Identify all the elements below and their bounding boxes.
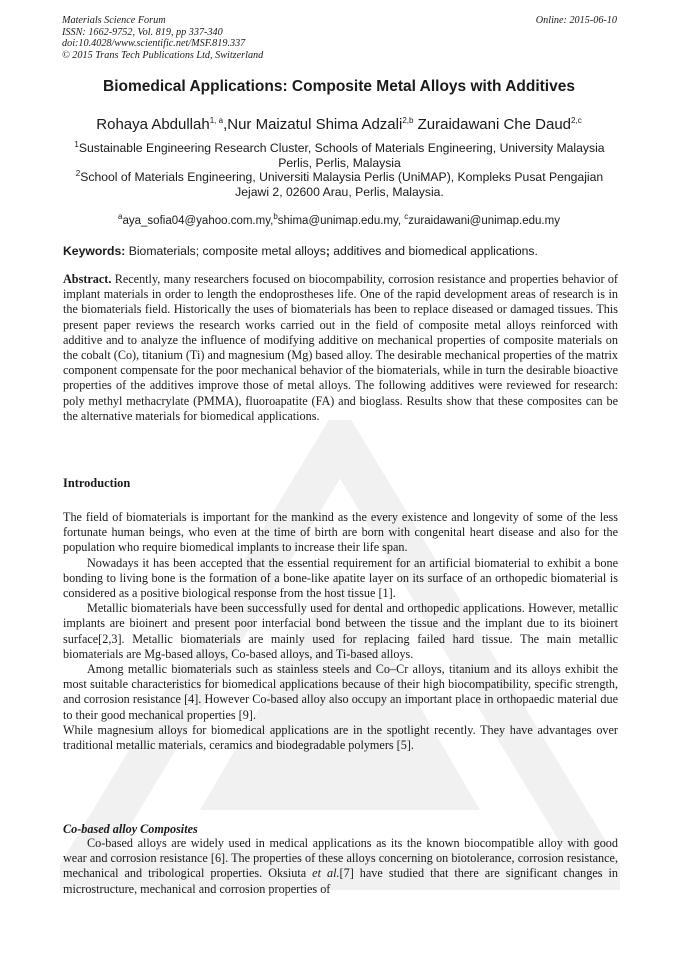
paragraph-text: [7] have studied that there are significant changes in microstructure, mechanical and corrosion properties of	[63, 866, 618, 896]
introduction-body	[63, 510, 618, 753]
keywords-text: Biomaterials; composite metal alloys	[125, 244, 326, 258]
issn-line: ISSN: 1662-9752, Vol. 819, pp 337-340	[62, 26, 223, 38]
author-sup: 1, a	[209, 116, 224, 125]
paragraph-text: Co-based alloys are widely used in medical applications as its the known biocompatible alloy with good wear and corrosion resistance [6]. The properties of these alloys concerning on biotolerance, corrosion resistance, mechanical and tribological properties. Oksiuta	[63, 836, 618, 881]
affiliation-1	[62, 141, 617, 170]
online-date: Online: 2015-06-10	[535, 15, 617, 26]
paragraph: Metallic biomaterials have been successfully used for dental and orthopedic applications. However, metallic implants are bioinert and present poor interfacial bond between the tissue and the implant due to its bioinert surface[2,3]. Metallic biomaterials are mainly used for replacing failed hard tissue. The main metallic biomaterials are Mg-based alloys, Co-based alloys, and Ti-based alloys.	[63, 601, 618, 661]
abstract-text: Recently, many researchers focused on biocompability, corrosion resistance and properties behavior of implant materials in order to length the endoprostheses life. One of the rapid development areas of research is in the biomaterials field. Historically the uses of biomaterials has been to replace diseased or damaged tissues. This present paper reviews the research works carried out in the field of composite metal alloys reinforced with additive and to analyze the influence of modifying additive on mechanical properties of composite materials on the cobalt (Co), titanium (Ti) and magnesium (Mg) based alloy. The desirable mechanical properties of the matrix component compensate for the poor mechanical behavior of the biomaterials, while in turn the desirable bioactive properties of the additives improve those of metal alloys. The following additives were reviewed for research: poly methyl methacrylate (PMMA), fluoroapatite (FA) and bioglass. Results show that these composites can be the alternative materials for biomedical applications.	[63, 272, 619, 423]
affiliation-text: Sustainable Engineering Research Cluster, Schools of Materials Engineering, University Malaysia Perlis, Perlis, Malaysia	[78, 141, 605, 170]
abstract	[63, 272, 618, 424]
keywords-label: Keywords:	[63, 244, 126, 258]
email-sup: c	[404, 212, 409, 222]
doi-line: doi:10.4028/www.scientific.net/MSF.819.337	[62, 38, 246, 50]
email-b[interactable]: shima@unimap.edu.my,	[277, 215, 405, 227]
affiliations	[62, 141, 617, 199]
affiliation-2	[62, 170, 617, 199]
author-sup: 2,b	[402, 116, 414, 125]
keywords	[63, 244, 618, 259]
author-name: ,Nur Maizatul Shima Adzali	[223, 116, 403, 133]
abstract-label: Abstract.	[63, 272, 112, 286]
email-c[interactable]: zuraidawani@unimap.edu.my	[408, 215, 560, 227]
email-a[interactable]: aya_sofia04@yahoo.com.my,	[122, 215, 274, 227]
author-name: Rohaya Abdullah	[96, 116, 210, 133]
email-sup: b	[273, 212, 278, 222]
paper-title: Biomedical Applications: Composite Metal Alloys with Additives	[103, 78, 575, 95]
paragraph: While magnesium alloys for biomedical applications are in the spotlight recently. They have advantages over traditional metallic materials, ceramics and biodegradable polymers [5].	[63, 722, 618, 753]
author-list	[40, 116, 638, 134]
paragraph: Nowadays it has been accepted that the essential requirement for an artificial biomaterial to exhibit a bone bonding to living bone is the formation of a bone-like apatite layer on its surface of an orthopedic biomaterial is considered as a positive biological response from the host tissue [1].	[63, 555, 618, 601]
affiliation-text: School of Materials Engineering, Universiti Malaysia Perlis (UniMAP), Kompleks Pusat Pengajian Jejawi 2, 02600 Arau, Perlis, Malaysia.	[80, 170, 604, 199]
cobased-heading: Co-based alloy Composites	[63, 822, 198, 836]
introduction-heading: Introduction	[63, 476, 131, 490]
affiliation-sup: 2	[75, 169, 81, 179]
author-sup: 2,c	[571, 116, 582, 125]
keywords-separator: ;	[325, 244, 330, 258]
email-sup: a	[118, 212, 123, 222]
keywords-text: additives and biomedical applications.	[329, 244, 538, 258]
cobased-body	[63, 836, 618, 897]
publication-meta	[62, 15, 617, 61]
paragraph	[63, 836, 618, 897]
author-name: Zuraidawani Che Daud	[413, 116, 572, 133]
paragraph: Among metallic biomaterials such as stainless steels and Co–Cr alloys, titanium and its alloys exhibit the most suitable characteristics for biomedical applications because of their high biocompatibility, specific strength, and corrosion resistance [4]. However Co-based alloy also occupy an important place in orthopaedic material due to their good mechanical properties [9].	[63, 662, 618, 722]
email-list	[40, 214, 638, 228]
et-al: et al.	[312, 866, 340, 881]
journal-name: Materials Science Forum	[62, 15, 166, 26]
paragraph: The field of biomaterials is important for the mankind as the every existence and longevity of some of the less fortunate human beings, who even at the time of birth are born with congenital heart disease and also for the population who require biomedical implants to increase their life span.	[63, 510, 618, 555]
copyright-line: © 2015 Trans Tech Publications Ltd, Switzerland	[62, 49, 264, 61]
affiliation-sup: 1	[74, 139, 79, 149]
